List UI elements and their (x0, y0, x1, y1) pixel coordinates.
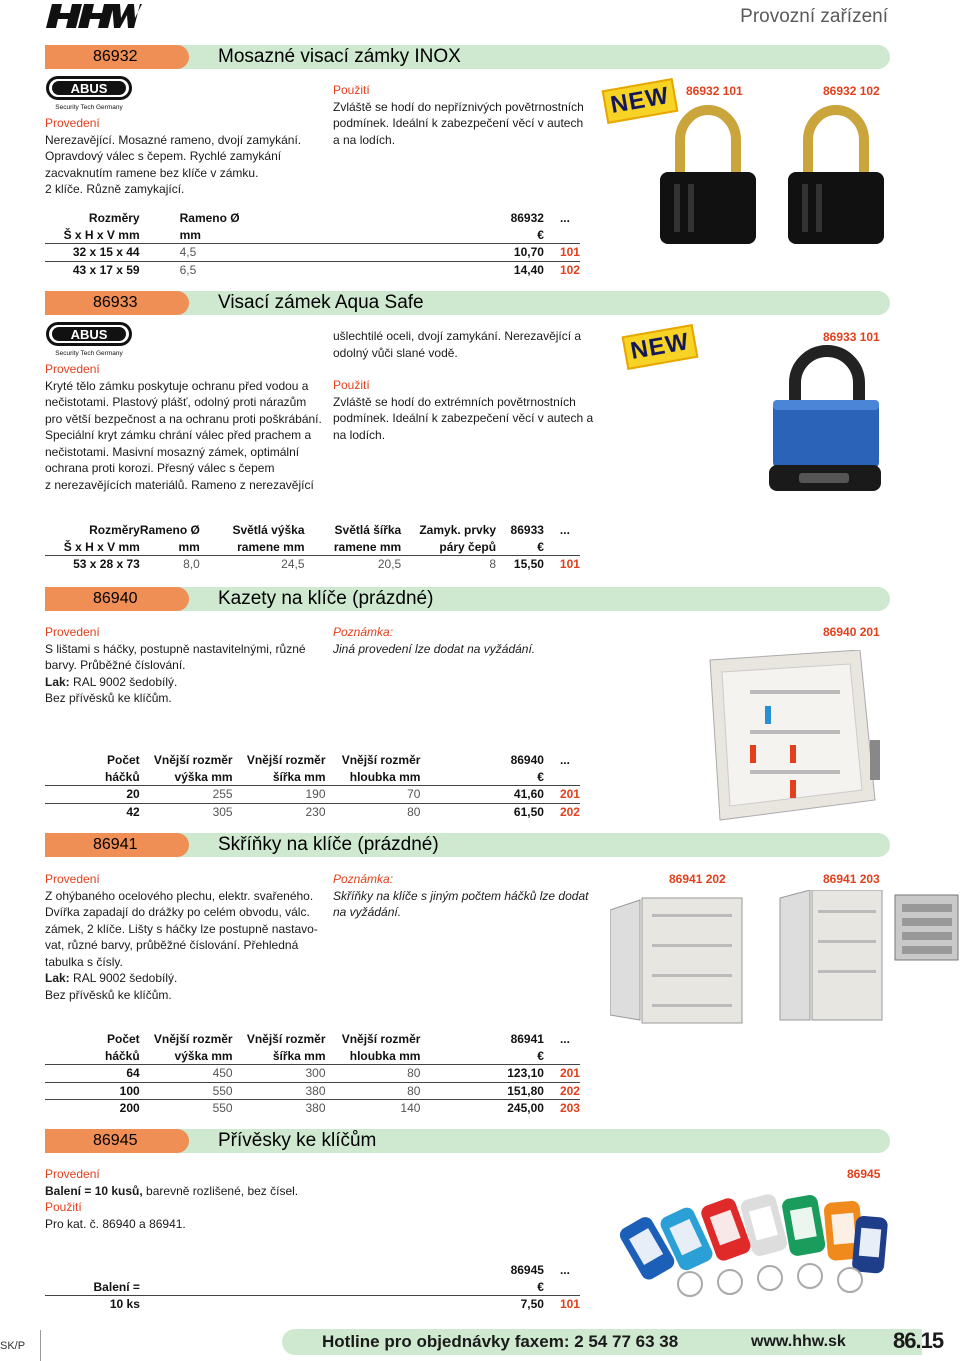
abus-logo (45, 74, 133, 112)
text-line: Zvláště se hodí do nepříznivých povětrnostních (333, 99, 584, 114)
hhw-logo (46, 2, 142, 30)
col-header: Počet (106, 753, 140, 767)
price: 245,00 (420, 1100, 544, 1117)
col-header: šířka mm (272, 769, 326, 784)
table-row (45, 244, 580, 262)
col-header: Světlá výška (232, 523, 305, 537)
cell: 100 (45, 1082, 140, 1100)
note-text: Jiná provedení lze dodat na vyžádání. (333, 641, 536, 656)
text-line: Opravdový válec s čepem. Rychlé zamykání (45, 149, 282, 163)
cell: 43 x 17 x 59 (45, 261, 140, 278)
col-header: € (537, 1048, 544, 1063)
cell: 10 ks (45, 1296, 140, 1313)
col-header: ... (559, 1032, 570, 1046)
col-header: mm (179, 227, 201, 242)
text-line: z nerezavějících materiálů. Rameno z nerezavějící (45, 477, 314, 492)
table-row (45, 1100, 580, 1117)
product-code: 86932 102 (823, 84, 880, 98)
section-bar-86933 (45, 291, 890, 315)
catalog-section-title: Provozní zařízení (740, 6, 888, 27)
section-title: Kazety na klíče (prázdné) (218, 588, 434, 609)
variant-code: 201 (544, 1065, 580, 1083)
text-line: tabulka s čísly. (45, 954, 123, 969)
text-line: a na lodích. (333, 132, 396, 147)
col-header: ... (559, 1263, 570, 1277)
cell: 200 (45, 1100, 140, 1117)
section-title: Přívěsky ke klíčům (218, 1130, 377, 1151)
col-header: Balení = (93, 1279, 140, 1294)
text-line: S lištami s háčky, postupně nastavitelnými, různé (45, 641, 306, 656)
col-header: ramene mm (237, 539, 305, 554)
cell: 80 (326, 1082, 421, 1100)
key-cabinets-image (610, 890, 960, 1025)
variant-code: 203 (544, 1100, 580, 1117)
cell: 190 (233, 786, 326, 804)
text-line: zámek, 2 klíče. Lišty s háčky lze postupně nastavo- (45, 921, 318, 936)
cell: 550 (140, 1100, 233, 1117)
col-header: Š x H x V mm (63, 539, 140, 554)
col-header: výška mm (174, 769, 233, 784)
variant-code: 102 (544, 261, 580, 278)
new-badge: NEW (602, 78, 679, 124)
col-header: Š x H x V mm (63, 227, 140, 242)
cell: 305 (140, 803, 233, 820)
text-line: Z ohýbaného ocelového plechu, elektr. svařeného. (45, 888, 314, 903)
lak-label: Lak: (45, 971, 70, 985)
col-header: Vnější rozměr (153, 753, 233, 767)
cell: 24,5 (200, 556, 305, 573)
svg-text:Security Tech Germany: Security Tech Germany (55, 104, 123, 111)
text-line: Bez přívěsků ke klíčům. (45, 691, 172, 705)
col-header: háčků (104, 1048, 140, 1063)
text-line: odolný vůči slané vodě. (333, 345, 458, 360)
col-header-code: 86932 (510, 211, 544, 225)
cell: 255 (140, 786, 233, 804)
price: 10,70 (240, 244, 544, 262)
col-header: Vnější rozměr (246, 1032, 326, 1046)
variant-code: 202 (544, 1082, 580, 1100)
col-header: Rameno Ø (139, 523, 200, 537)
col-header: výška mm (174, 1048, 233, 1063)
note-86940 (333, 624, 613, 657)
key-cabinet-box-image (690, 650, 890, 830)
section-number: 86940 (45, 587, 189, 611)
product-code: 86945 (847, 1167, 881, 1181)
cell: 32 x 15 x 44 (45, 244, 140, 262)
aqua-safe-padlock-image (765, 345, 890, 505)
col-header: Světlá šířka (334, 523, 402, 537)
table-row (45, 786, 580, 804)
inox-padlocks-image (630, 100, 890, 250)
text-line: nečistotami. Plastový plášť, odolný proti nárazům (45, 395, 307, 409)
product-code: 86940 201 (823, 625, 880, 639)
description-86945 (45, 1166, 345, 1232)
col-header: € (537, 769, 544, 784)
provedeni-label: Provedení (45, 116, 100, 130)
col-header: € (537, 227, 544, 242)
cell: 20,5 (305, 556, 402, 573)
section-number: 86933 (45, 291, 189, 315)
text-line: ušlechtilé oceli, dvojí zamykání. Nerezavějící a (333, 329, 582, 343)
text-line: Speciální kryt zámku chrání válec před prachem a (45, 428, 312, 442)
col-header: háčků (104, 769, 140, 784)
variant-code: 101 (544, 1296, 580, 1313)
lak-value: RAL 9002 šedobílý. (73, 674, 178, 689)
note-86941 (333, 871, 613, 921)
new-badge: NEW (622, 324, 699, 370)
cell: 80 (326, 1065, 421, 1083)
page-number: 86.15 (893, 1328, 944, 1353)
note-label: Poznámka: (333, 625, 394, 639)
col-header-code: 86945 (510, 1263, 544, 1277)
provedeni-label: Provedení (45, 1167, 100, 1181)
text-line: pro větší bezpečnost a na ochranu proti poškrábání. (45, 411, 322, 426)
section-bar-86932 (45, 45, 890, 69)
pack-desc: barevně rozlišené, bez čísel. (142, 1183, 299, 1198)
text-line: barvy. Průběžné číslování. (45, 658, 186, 672)
section-title: Skříňky na klíče (prázdné) (218, 834, 439, 855)
section-number: 86932 (45, 45, 189, 69)
cell: 64 (45, 1065, 140, 1083)
text-line: Kryté tělo zámku poskytuje ochranu před vodou a (45, 378, 309, 393)
col-header: Vnější rozměr (246, 753, 326, 767)
col-header: hloubka mm (349, 769, 421, 784)
variant-code: 202 (544, 803, 580, 820)
section-bar-86940 (45, 587, 890, 611)
lak-label: Lak: (45, 674, 70, 689)
section-number: 86945 (45, 1129, 189, 1153)
col-header: mm (178, 539, 200, 554)
col-header: Vnější rozměr (341, 753, 421, 767)
price: 123,10 (420, 1065, 544, 1083)
variant-code: 101 (544, 244, 580, 262)
usage-86933 (333, 328, 603, 443)
table-row (45, 556, 580, 573)
cell: 42 (45, 803, 140, 820)
product-code: 86933 101 (823, 330, 880, 344)
col-header: Zamyk. prvky (419, 523, 497, 537)
footer-hotline: Hotline pro objednávky faxem: 2 54 77 63 38 (322, 1332, 679, 1351)
price-table-86932 (45, 210, 580, 278)
svg-text:Security Tech Germany: Security Tech Germany (55, 350, 123, 357)
col-header: ... (559, 211, 570, 225)
cell: 53 x 28 x 73 (45, 556, 140, 573)
col-header: € (537, 539, 544, 554)
text-line: Nerezavějící. Mosazné rameno, dvojí zamykání. (45, 132, 302, 147)
col-header (45, 1262, 140, 1279)
provedeni-label: Provedení (45, 872, 100, 886)
cell: 6,5 (140, 261, 240, 278)
col-header: Vnější rozměr (341, 1032, 421, 1046)
col-header: ... (559, 753, 570, 767)
product-code: 86941 203 (823, 872, 880, 886)
table-row (45, 1296, 580, 1313)
text-line: podmínek. Ideální k zabezpečení věcí v autech (333, 116, 584, 130)
footer-website-link[interactable]: www.hhw.sk (751, 1333, 846, 1350)
col-header-code: 86941 (510, 1032, 544, 1046)
col-header-code: 86940 (510, 753, 544, 767)
cell: 450 (140, 1065, 233, 1083)
table-row (45, 803, 580, 820)
footer-divider (40, 1330, 41, 1361)
text-line: vat, různé barvy, průběžné číslování. Přehledná (45, 938, 299, 952)
description-86932 (45, 115, 325, 198)
cell: 20 (45, 786, 140, 804)
price-table-86941 (45, 1031, 580, 1117)
key-tags-image (620, 1182, 890, 1302)
variant-code: 101 (544, 556, 580, 573)
price-table-86945 (45, 1262, 580, 1313)
pouziti-label: Použití (333, 83, 370, 97)
note-label: Poznámka: (333, 872, 394, 886)
cell: 550 (140, 1082, 233, 1100)
cell: 230 (233, 803, 326, 820)
section-title: Mosazné visací zámky INOX (218, 46, 461, 67)
price: 14,40 (240, 261, 544, 278)
cell: 8 (401, 556, 496, 573)
pack-size: Balení = 10 kusů, (45, 1183, 143, 1198)
provedeni-label: Provedení (45, 362, 100, 376)
col-header: Počet (106, 1032, 140, 1046)
product-code: 86932 101 (686, 84, 743, 98)
price: 15,50 (496, 556, 544, 573)
price: 151,80 (420, 1082, 544, 1100)
product-code: 86941 202 (669, 872, 726, 886)
footer-region-code: SK/P (0, 1340, 26, 1352)
description-86933 (45, 361, 330, 493)
price: 61,50 (420, 803, 544, 820)
svg-text:ABUS: ABUS (70, 327, 108, 342)
lak-value: RAL 9002 šedobílý. (73, 971, 178, 985)
pouziti-label: Použití (333, 378, 370, 392)
col-header: € (537, 1279, 544, 1294)
text-line: Bez přívěsků ke klíčům. (45, 987, 172, 1002)
description-86941 (45, 871, 330, 1003)
col-header: ... (559, 523, 570, 537)
col-header: šířka mm (272, 1048, 326, 1063)
col-header: Rameno Ø (179, 211, 240, 225)
text-line: ochrana proti korozi. Přesný válec s čepem (45, 461, 275, 475)
svg-text:ABUS: ABUS (70, 81, 108, 96)
price-table-86933 (45, 522, 580, 573)
text-line: na lodích. (333, 427, 386, 442)
text-line: Dvířka zapadají do drážky po celém obvodu, válc. (45, 905, 310, 919)
note-text: na vyžádání. (333, 905, 402, 919)
text-line: Pro kat. č. 86940 a 86941. (45, 1216, 186, 1231)
price: 7,50 (140, 1296, 544, 1313)
table-row (45, 261, 580, 278)
cell: 4,5 (140, 244, 240, 262)
table-row (45, 1065, 580, 1083)
text-line: podmínek. Ideální k zabezpečení věcí v autech a (333, 411, 594, 425)
cell: 140 (326, 1100, 421, 1117)
col-header: hloubka mm (349, 1048, 421, 1063)
col-header: ramene mm (333, 539, 402, 554)
abus-logo (45, 320, 133, 358)
col-header-code: 86933 (510, 523, 544, 537)
cell: 80 (326, 803, 421, 820)
section-number: 86941 (45, 833, 189, 857)
price: 41,60 (420, 786, 544, 804)
cell: 380 (233, 1100, 326, 1117)
section-bar-86945 (45, 1129, 890, 1153)
text-line: nečistotami. Masivní mosazný zámek, optimální (45, 444, 300, 459)
pouziti-label: Použití (45, 1200, 82, 1214)
text-line: 2 klíče. Různě zamykající. (45, 182, 185, 196)
col-header: Vnější rozměr (153, 1032, 233, 1046)
description-86940 (45, 624, 330, 707)
cell: 380 (233, 1082, 326, 1100)
variant-code: 201 (544, 786, 580, 804)
cell: 300 (233, 1065, 326, 1083)
col-header: páry čepů (439, 539, 497, 554)
col-header: Rozměry (89, 523, 140, 537)
section-title: Visací zámek Aqua Safe (218, 292, 424, 313)
cell: 70 (326, 786, 421, 804)
cell: 8,0 (140, 556, 200, 573)
col-header: Rozměry (88, 211, 140, 225)
text-line: zacvaknutím ramene bez klíče v zámku. (45, 165, 259, 180)
provedeni-label: Provedení (45, 625, 100, 639)
price-table-86940 (45, 752, 580, 820)
note-text: Skříňky na klíče s jiným počtem háčků lze dodat (333, 888, 589, 903)
section-bar-86941 (45, 833, 890, 857)
text-line: Zvláště se hodí do extrémních povětrnostních (333, 394, 576, 409)
table-row (45, 1082, 580, 1100)
usage-86932 (333, 82, 603, 148)
